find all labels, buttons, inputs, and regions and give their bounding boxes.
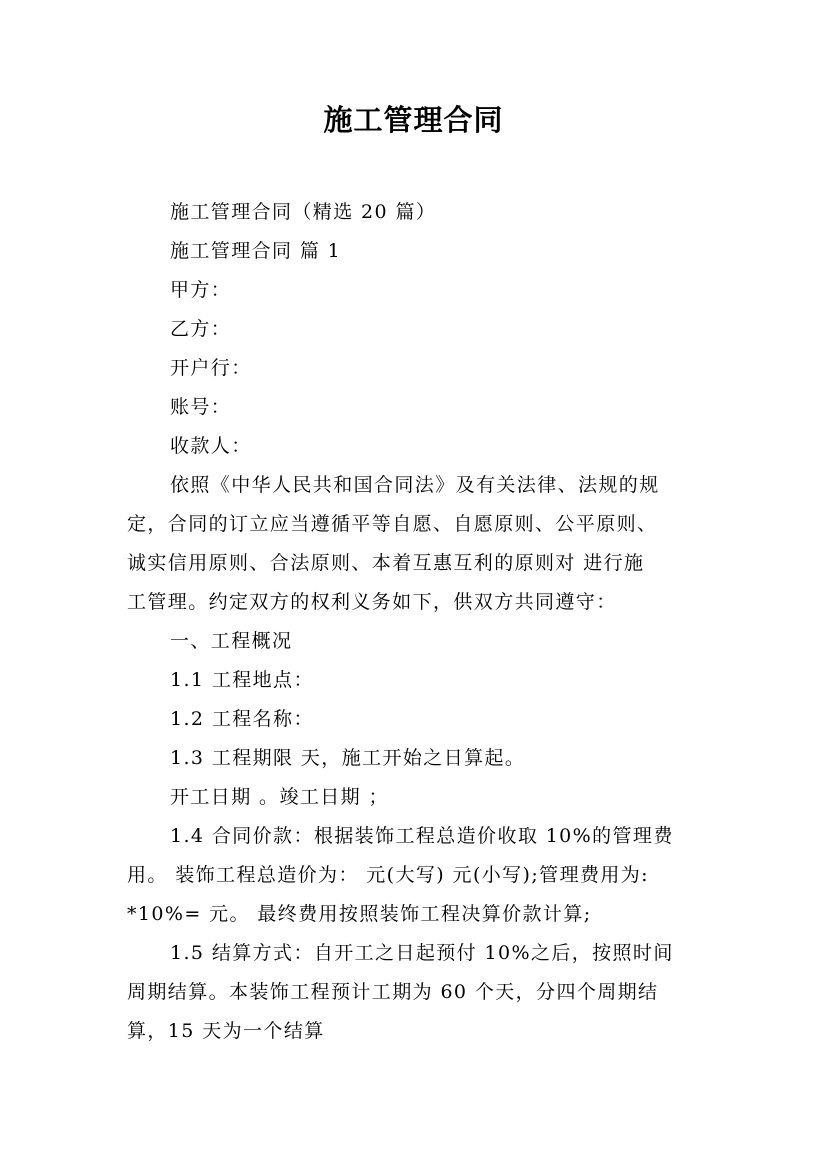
section-title: 一、工程概况 (170, 630, 293, 652)
project-dates-line: 开工日期 。竣工日期 ； (170, 786, 389, 808)
subtitle-line: 施工管理合同（精选 20 篇） (170, 201, 437, 223)
party-b-line: 乙方： (170, 318, 232, 340)
project-location-line: 1.1 工程地点： (170, 669, 314, 691)
section-heading: 施工管理合同 篇 1 (170, 240, 342, 262)
settlement-paragraph-line: 算，15 天为一个结算 (127, 1020, 325, 1042)
intro-paragraph-line: 工管理。约定双方的权利义务如下，供双方共同遵守： (127, 591, 617, 613)
price-paragraph-line: 1.4 合同价款：根据装饰工程总造价收取 10%的管理费 (170, 825, 674, 847)
intro-paragraph-line: 依照《中华人民共和国合同法》及有关法律、法规的规 (170, 474, 660, 496)
project-duration-line: 1.3 工程期限 天，施工开始之日算起。 (170, 747, 526, 769)
document-body (127, 193, 705, 1051)
settlement-paragraph-line: 周期结算。本装饰工程预计工期为 60 个天，分四个周期结 (127, 981, 659, 1003)
settlement-paragraph-line: 1.5 结算方式：自开工之日起预付 10%之后，按照时间 (170, 942, 674, 964)
document-title: 施工管理合同 (323, 103, 504, 137)
account-line: 账号： (170, 396, 232, 418)
intro-paragraph-line: 定，合同的订立应当遵循平等自愿、自愿原则、公平原则、 (127, 513, 658, 535)
payee-line: 收款人： (170, 435, 252, 457)
project-name-line: 1.2 工程名称： (170, 708, 314, 730)
price-paragraph-line: 用。 装饰工程总造价为： 元(大写) 元(小写);管理费用为: (127, 864, 649, 886)
price-paragraph-line: *10%= 元。 最终费用按照装饰工程决算价款计算; (127, 903, 592, 925)
intro-paragraph-line: 诚实信用原则、合法原则、本着互惠互利的原则对 进行施 (127, 552, 645, 574)
party-a-line: 甲方： (170, 279, 232, 301)
bank-line: 开户行： (170, 357, 252, 379)
